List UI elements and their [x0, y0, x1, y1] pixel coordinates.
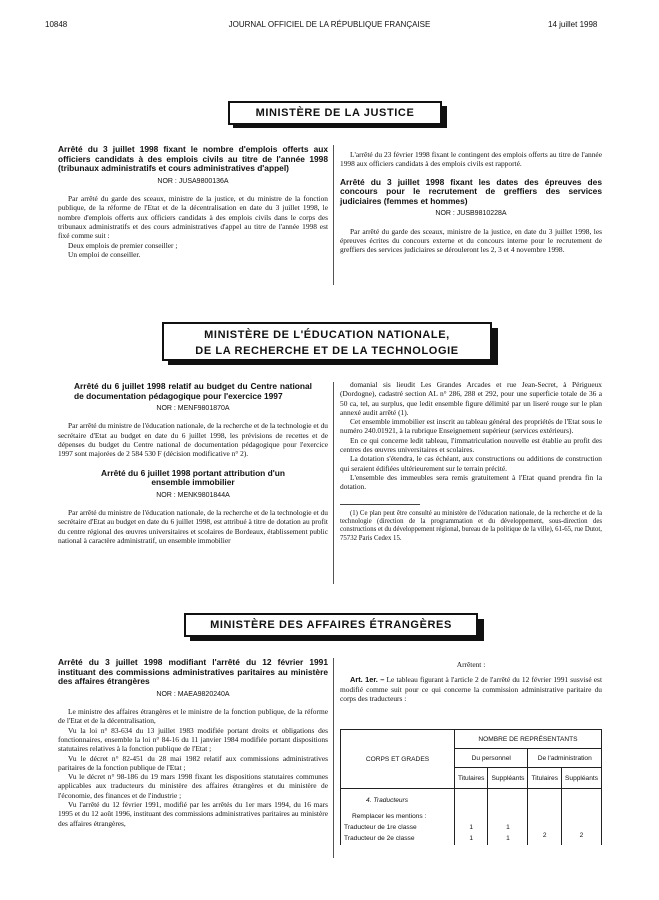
affaires-right-column [340, 660, 602, 703]
paragraph: L'arrêté du 23 février 1998 fixant le contingent des emplois offerts au titre de l'année 1998 aux officiers candidats à des emplois civils est rapporté. [340, 150, 602, 169]
table-cell [454, 789, 488, 846]
paragraph: En ce qui concerne ledit tableau, l'immatriculation nouvelle est établie au profit des centres des œuvres universitaires et scolaires. [340, 435, 602, 455]
header-suppleants: Suppléants [562, 768, 602, 789]
header-administration: De l'administration [528, 749, 602, 768]
paragraph: Vu le décret n° 98-186 du 19 mars 1998 fixant les dispositions statutaires communes applicables aux traducteurs du ministère des affaires étrangères et du ministère de l'économie, des finances et de l'industrie ; [58, 772, 328, 800]
paragraph: Cet ensemble immobilier est inscrit au tableau général des propriétés de l'Etat sous le numéro 240.01921, à la rubrique Enseignement supérieur (services extérieurs). [340, 417, 602, 436]
ministry-justice-banner: MINISTÈRE DE LA JUSTICE [228, 101, 442, 125]
justice-right-column [340, 150, 602, 255]
row-section: 4. Traducteurs [366, 797, 409, 804]
cell-value: 1 [506, 835, 510, 842]
nor-reference: NOR : MENF9801870A [156, 405, 230, 413]
paragraph: Par arrêté du garde des sceaux, ministre de la justice, en date du 3 juillet 1998, les épreuves écrites du concours externe et du concours interne pour le recrutement de greffiers des services judiciaires se dérouleront les 2, 3 et 4 novembre 1998. [340, 226, 602, 255]
paragraph: Vu le décret n° 82-451 du 28 mai 1982 relatif aux commissions administratives paritaires de la fonction publique de l'Etat ; [58, 753, 328, 772]
ministry-name-line: DE LA RECHERCHE ET DE LA TECHNOLOGIE [195, 345, 459, 357]
journal-title: JOURNAL OFFICIEL DE LA RÉPUBLIQUE FRANÇAISE [228, 20, 431, 29]
education-right-column [340, 380, 602, 543]
header-group: NOMBRE DE REPRÉSENTANTS [454, 730, 601, 749]
arretent-heading: Arrêtent : [456, 660, 486, 669]
header-titulaires: Titulaires [454, 768, 488, 789]
header-suppleants: Suppléants [488, 768, 528, 789]
cell-value: 1 [469, 835, 474, 842]
article-title: Arrêté du 3 juillet 1998 fixant le nombre d'emplois offerts aux officiers candidats à des emplois civils au titre de l'année 1998 (tribunaux administratifs et cours administratives d'appel) [58, 144, 328, 174]
paragraph: domanial sis lieudit Les Grandes Arcades et rue Jean-Secret, à Périgueux (Dordogne), cadastré section AL n° 286, 288 et 292, pour une superficie totale de 36 a 50 ca, tel, au surplus, que ledit ensemble figure délimité par un liseré rouge sur le plan annexé audit arrêté (1). [340, 380, 602, 417]
page-number: 10848 [45, 20, 68, 29]
paragraph: Vu l'arrêté du 12 février 1991, modifié par les arrêtés du 1er mars 1994, du 16 mars 1995 et du 12 août 1996, instituant des commissions administratives paritaires au ministère des affaires étrangères, [58, 800, 328, 828]
article-title: Arrêté du 6 juillet 1998 portant attribution d'un ensemble immobilier [101, 467, 285, 488]
paragraph: Un emploi de conseiller. [68, 249, 141, 259]
row-label: Traducteur de 2e classe [344, 835, 415, 842]
header-personnel: Du personnel [454, 749, 528, 768]
article-title: Arrêté du 6 juillet 1998 relatif au budget du Centre national de documentation pédagogique pour l'exercice 1997 [74, 381, 312, 401]
representatives-table [340, 729, 602, 845]
cell-value: 1 [506, 824, 510, 831]
paragraph: Vu la loi n° 83-634 du 13 juillet 1983 modifiée portant droits et obligations des fonctionnaires, ensemble la loi n° 84-16 du 11 janvier 1984 modifiée portant dispositions statutaires relatives à la fonction publique de l'Etat ; [58, 725, 328, 754]
nor-reference: NOR : MENK9801844A [156, 491, 230, 499]
row-label: Traducteur de 1re classe [344, 824, 417, 831]
paragraph: Le ministre des affaires étrangères et le ministre de la fonction publique, de la réforme de l'Etat et de la décentralisation, [58, 707, 328, 726]
cell-value: 1 [469, 824, 474, 831]
paragraph: Par arrêté du garde des sceaux, ministre de la justice, et du ministre de la fonction publique, de la réforme de l'Etat et de la décentralisation en date du 3 juillet 1998, le nombre d'emplois offerts aux officiers candidats à des emplois civils dans le corps des tribunaux administratifs et des cours administratives d'appel au titre de l'année 1998 est fixé comme suit : [58, 194, 328, 241]
article-label: Art. 1er. – [350, 675, 385, 685]
affaires-left-column [58, 658, 328, 828]
article-title: Arrêté du 3 juillet 1998 fixant les dates des épreuves des concours pour le recrutement de greffiers des services judiciaires (femmes et hommes) [340, 176, 602, 206]
footnote: (1) Ce plan peut être consulté au ministère de l'éducation nationale, de la recherche et de la technologie (direction de la programmation et du développement, sous-direction des constructions et du développement régional, bureau de la politique de la ville), 61-65, rue Dutot, 75732 Paris Cedex 15. [340, 509, 602, 542]
paragraph: Par arrêté du ministre de l'éducation nationale, de la recherche et de la technologie et du secrétaire d'Etat au budget en date du 6 juillet 1998, est attribué à titre de dotation au profit du centre régional des œuvres universitaires et scolaires de Bordeaux, établissement public national à caractère administratif, un ensemble immobilier [58, 508, 328, 546]
paragraph: Par arrêté du ministre de l'éducation nationale, de la recherche et de la technologie et du secrétaire d'Etat au budget en date du 6 juillet 1998, les prévisions de recettes et de dépenses du budget du Centre national de documentation pédagogique pour l'exercice 1997 sont majorées de 2 584 530 F (décision modificative n° 2). [58, 421, 328, 459]
paragraph: La dotation s'étendra, le cas échéant, aux constructions ou additions de construction qui seraient édifiées ultérieurement sur le terrain précité. [340, 454, 602, 473]
nor-reference: NOR : MAEA9820240A [156, 690, 230, 698]
header-corps: CORPS ET GRADES [341, 730, 455, 789]
page-date: 14 juillet 1998 [548, 20, 598, 29]
header-titulaires: Titulaires [528, 768, 562, 789]
table-cell [488, 789, 528, 846]
nor-reference: NOR : JUSB9810228A [435, 210, 507, 218]
nor-reference: NOR : JUSA9800136A [157, 177, 229, 185]
article-title: Arrêté du 3 juillet 1998 modifiant l'arrêté du 12 février 1991 instituant des commissions administratives paritaires au ministère des affaires étrangères [58, 657, 328, 687]
justice-left-column [58, 145, 328, 259]
ministry-name-line: MINISTÈRE DE L'ÉDUCATION NATIONALE, [204, 329, 450, 341]
table-cell: 2 [562, 789, 602, 846]
paragraph: L'ensemble des immeubles sera remis gratuitement à l'Etat quand prendra fin la dotation. [340, 472, 602, 492]
table-cell: 2 [528, 789, 562, 846]
ministry-education-banner [162, 322, 492, 361]
row-intro: Remplacer les mentions : [352, 813, 427, 820]
paragraph: Le tableau figurant à l'article 2 de l'arrêté du 12 février 1991 susvisé est modifié comme suit pour ce qui concerne la commission administrative paritaire du corps des traducteurs : [340, 675, 602, 703]
ministry-foreign-affairs-banner: MINISTÈRE DES AFFAIRES ÉTRANGÈRES [184, 613, 478, 637]
paragraph: Deux emplois de premier conseiller ; [68, 240, 178, 250]
education-left-column [58, 382, 328, 545]
table-row [341, 789, 455, 846]
